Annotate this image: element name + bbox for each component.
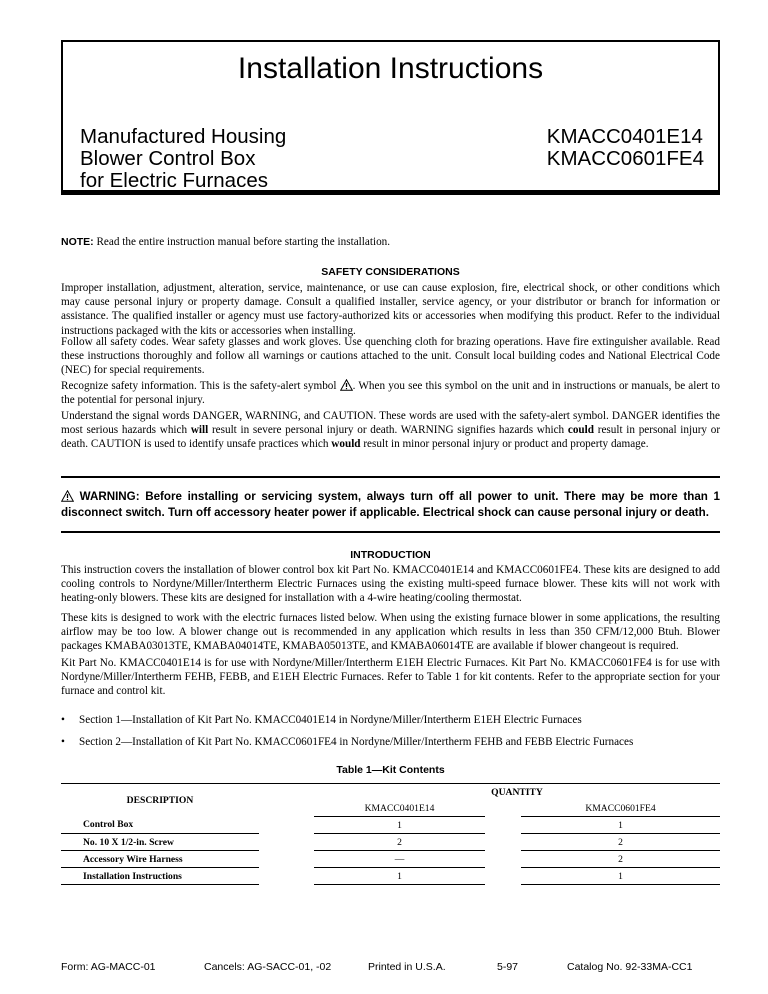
note-text: Read the entire instruction manual before starting the installation. [96,236,391,248]
kit-contents-table [61,783,720,885]
safety-paragraph: Follow all safety codes. Wear safety glasses and work gloves. Use quenching cloth for brazing operations. Have fire extinguisher available. Read these instructions thoroughly and follow all warnings or cautions attached to the unit. Consult local building codes and National Electrical Code (NEC) for special requirements. [61,336,720,377]
intro-paragraph: This instruction covers the installation of blower control box kit Part No. KMACC0401E14 and KMACC0601FE4. These kits are designed to add cooling controls to Nordyne/Miller/Intertherm Electric Furnaces using the existing multi-speed furnace blower. These kits will not work with heating-only blowers. These kits are designed for installation with a 4-wire heating/cooling thermostat. [61,564,720,605]
table-cell-qty: 1 [521,817,720,834]
table-cell-qty: 1 [314,817,485,834]
subject-line: for Electric Furnaces [80,169,268,192]
safety-heading: SAFETY CONSIDERATIONS [321,266,460,278]
warning-bottom-rule [61,531,720,533]
introduction-heading: INTRODUCTION [350,549,431,561]
note-label: NOTE: [61,236,94,248]
safety-alert-paragraph [61,379,720,407]
list-item: • Section 2—Installation of Kit Part No. KMACC0601FE4 in Nordyne/Miller/Intertherm FEHB and FEBB Electric Furnaces [61,736,634,748]
footer-date: 5-97 [497,961,519,973]
table-cell-description: Control Box [61,817,259,834]
signal-words-paragraph [61,409,720,452]
footer-form: Form: AG-MACC-01 [61,961,156,973]
table-cell-qty: 1 [521,868,720,885]
safety-text: result in severe personal injury or death. WARNING signifies hazards which [211,424,565,437]
table-cell-qty: 1 [314,868,485,885]
safety-paragraph: Improper installation, adjustment, alteration, service, maintenance, or use can cause explosion, fire, electrical shock, or other conditions which may cause personal injury or property damage. Consult a qualified installer, service agency, or your distributor or branch for information or assistance. The qualified installer or agency must use factory-authorized kits or accessories when modifying this product. Refer to the individual instructions packaged with the kits or accessories when installing. [61,282,720,337]
table-row [61,834,720,851]
warning-icon [61,490,74,502]
table-row [61,817,720,834]
emphasis-word: would [331,438,361,451]
table-row [61,868,720,885]
model-number: KMACC0601FE4 [546,147,704,170]
footer-cancels: Cancels: AG-SACC-01, -02 [204,961,332,973]
warning-box [61,489,720,520]
warning-text: WARNING: Before installing or servicing system, always turn off all power to unit. There may be more than 1 disconnect switch. Turn off accessory heater power if applicable. Electrical shock can cause personal injury or death. [61,490,720,519]
model-number: KMACC0401E14 [546,125,703,148]
safety-text: Understand the signal words DANGER, WARNING, and CAUTION. These words are used with the safety-alert symbol. DANGER identifies the most serious hazards which [61,410,720,437]
safety-text: result in personal injury or death. CAUTION is used to identify unsafe practices which [61,424,721,451]
model-column-header: KMACC0401E14 [314,800,485,817]
table-cell-description: Accessory Wire Harness [61,851,259,868]
intro-paragraph: These kits is designed to work with the electric furnaces listed below. When using the existing furnace blower in some applications, the resulting airflow may be too low. A blower change out is recommended in any application which results in less than 350 CFM/12,000 Btuh. Blower packages KMABA03013TE, KMABA04014TE, KMABA05013TE, and KMABA06014TE are available if blower changeout is required. [61,612,720,653]
quantity-header: QUANTITY [491,786,543,798]
table-cell-qty: 2 [521,851,720,868]
list-item-text: Section 2—Installation of Kit Part No. KMACC0601FE4 in Nordyne/Miller/Intertherm FEHB and FEBB Electric Furnaces [79,736,634,748]
description-header: DESCRIPTION [126,794,194,806]
table-cell-description: No. 10 X 1/2-in. Screw [61,834,259,851]
table-title: Table 1—Kit Contents [336,764,445,776]
subject-line: Manufactured Housing [80,125,287,148]
safety-text: . When you see this symbol on the unit and in instructions or manuals, be alert to the potential for personal injury. [61,380,720,407]
document-title: Installation Instructions [237,52,544,85]
safety-text: result in minor personal injury or product and property damage. [363,438,649,451]
model-numbers [547,126,704,170]
list-item: • Section 1—Installation of Kit Part No. KMACC0401E14 in Nordyne/Miller/Intertherm E1EH Electric Furnaces [61,714,582,726]
table-cell-description: Installation Instructions [61,868,259,885]
product-subject [80,126,286,192]
list-item-text: Section 1—Installation of Kit Part No. KMACC0401E14 in Nordyne/Miller/Intertherm E1EH Electric Furnaces [79,714,582,726]
table-cell-qty: 2 [314,834,485,851]
table-row [61,851,720,868]
table-cell-qty: — [314,851,485,868]
footer-catalog: Catalog No. 92-33MA-CC1 [567,961,693,973]
footer-printed: Printed in U.S.A. [368,961,446,973]
note [61,235,720,249]
emphasis-word: will [190,424,209,437]
safety-alert-icon [340,379,353,391]
model-column-header: KMACC0601FE4 [521,800,720,817]
safety-text: Recognize safety information. This is the safety-alert symbol [61,380,337,392]
header-box [61,40,720,195]
emphasis-word: could [567,424,594,437]
intro-paragraph: Kit Part No. KMACC0401E14 is for use with Nordyne/Miller/Intertherm E1EH Electric Furnaces. Kit Part No. KMACC0601FE4 is for use with Nordyne/Miller/Intertherm FEHB, FEBB, and E1EH Electric Furnaces. Refer to Table 1 for kit contents. Refer to the appropriate section for your furnace and control kit. [61,657,720,698]
warning-top-rule [61,476,720,478]
subject-line: Blower Control Box [80,147,256,170]
section-list [61,713,720,757]
table-cell-qty: 2 [521,834,720,851]
